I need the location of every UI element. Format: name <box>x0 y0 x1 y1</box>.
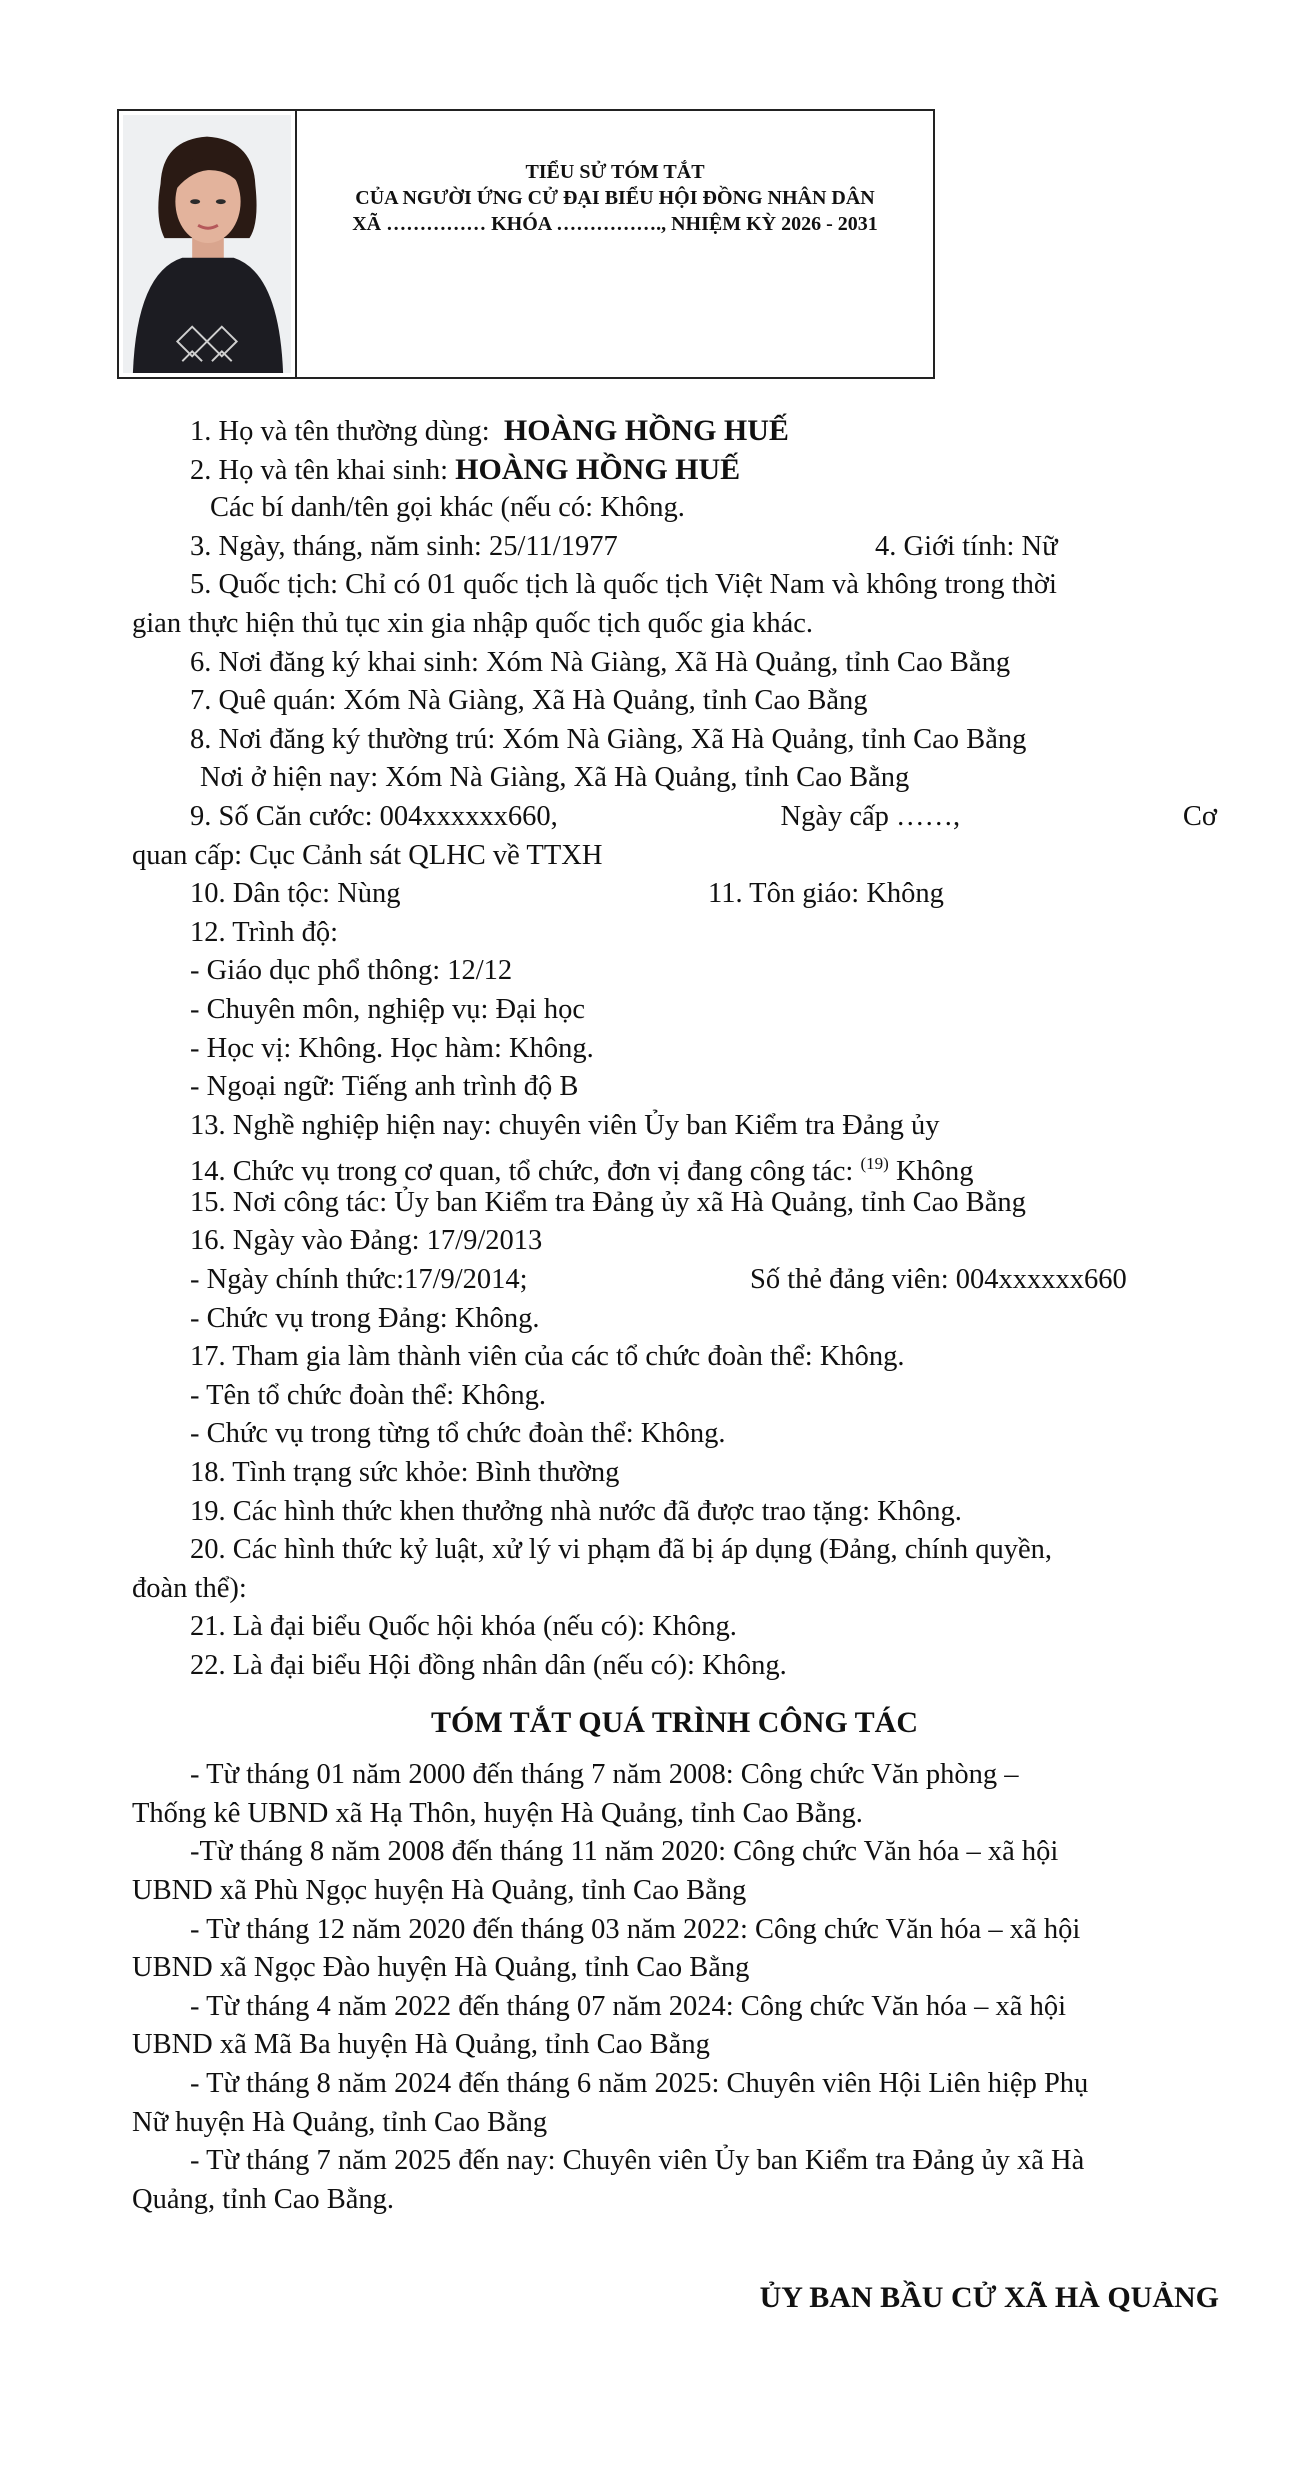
item-14 <box>132 1145 1217 1188</box>
birth-date: 3. Ngày, tháng, năm sinh: 25/11/1977 <box>190 530 618 562</box>
work-entry-3-line-1: - Từ tháng 12 năm 2020 đến tháng 03 năm 2022: Công chức Văn hóa – xã hội <box>190 1913 1081 1945</box>
party-position: - Chức vụ trong Đảng: Không. <box>190 1302 540 1334</box>
item-20-line-2: đoàn thể): <box>132 1572 247 1604</box>
item-1-label: 1. Họ và tên thường dùng: <box>190 416 490 447</box>
portrait-photo <box>123 115 291 373</box>
item-10-11 <box>132 875 1217 914</box>
work-history-title: TÓM TẮT QUÁ TRÌNH CÔNG TÁC <box>430 1705 919 1739</box>
gender: 4. Giới tính: Nữ <box>875 530 1058 562</box>
work-entry-4-line-2: UBND xã Mã Ba huyện Hà Quảng, tỉnh Cao Bằng <box>132 2029 710 2061</box>
item-7: 7. Quê quán: Xóm Nà Giàng, Xã Hà Quảng, tỉnh Cao Bằng <box>190 685 868 717</box>
item-12: 12. Trình độ: <box>190 916 339 948</box>
item-8: 8. Nơi đăng ký thường trú: Xóm Nà Giàng, Xã Hà Quảng, tỉnh Cao Bằng <box>190 723 1027 755</box>
item-17: 17. Tham gia làm thành viên của các tổ chức đoàn thể: Không. <box>190 1341 905 1373</box>
item-18: 18. Tình trạng sức khỏe: Bình thường <box>190 1457 620 1489</box>
religion: 11. Tôn giáo: Không <box>708 878 944 910</box>
title-line-3: XÃ …………… KHÓA ……………., NHIỆM KỲ 2026 - 2031 <box>352 213 878 235</box>
item-5-line-2: gian thực hiện thủ tục xin gia nhập quốc tịch quốc gia khác. <box>132 607 814 639</box>
issuer-label: Cơ <box>1182 800 1217 832</box>
education-general: - Giáo dục phổ thông: 12/12 <box>190 955 513 987</box>
item-14-value: Không <box>888 1156 974 1188</box>
item-20-line-1: 20. Các hình thức kỷ luật, xử lý vi phạm đã bị áp dụng (Đảng, chính quyền, <box>190 1534 1052 1566</box>
item-5-line-1: 5. Quốc tịch: Chỉ có 01 quốc tịch là quốc tịch Việt Nam và không trong thời <box>190 569 1057 601</box>
item-14-label: 14. Chức vụ trong cơ quan, tổ chức, đơn vị đang công tác: <box>190 1156 861 1188</box>
title-line-2: CỦA NGƯỜI ỨNG CỬ ĐẠI BIỂU HỘI ĐỒNG NHÂN DÂN <box>355 187 875 209</box>
official-date: - Ngày chính thức:17/9/2014; <box>190 1264 528 1296</box>
portrait-cell <box>119 111 297 377</box>
work-entry-1-line-1: - Từ tháng 01 năm 2000 đến tháng 7 năm 2008: Công chức Văn phòng – <box>190 1759 1019 1791</box>
work-entry-3-line-2: UBND xã Ngọc Đào huyện Hà Quảng, tỉnh Cao Bằng <box>132 1952 750 1984</box>
item-22: 22. Là đại biểu Hội đồng nhân dân (nếu có): Không. <box>190 1650 787 1681</box>
work-entry-5-line-2: Nữ huyện Hà Quảng, tỉnh Cao Bằng <box>132 2106 548 2138</box>
organization-position: - Chức vụ trong từng tổ chức đoàn thể: Không. <box>190 1418 726 1450</box>
item-19: 19. Các hình thức khen thưởng nhà nước đã được trao tặng: Không. <box>190 1495 962 1527</box>
academic-degree: - Học vị: Không. Học hàm: Không. <box>190 1032 594 1064</box>
id-number: 9. Số Căn cước: 004xxxxxx660, <box>190 800 558 832</box>
birth-name: HOÀNG HỒNG HUẾ <box>455 452 741 486</box>
ethnicity: 10. Dân tộc: Nùng <box>190 878 401 910</box>
item-3-4 <box>132 528 1217 567</box>
header-box <box>117 109 935 379</box>
item-2 <box>132 451 1217 490</box>
biography-body <box>132 412 1217 2219</box>
document-title <box>297 111 933 377</box>
aliases: Các bí danh/tên gọi khác (nếu có: Không. <box>210 492 685 524</box>
organization-name: - Tên tổ chức đoàn thể: Không. <box>190 1379 547 1411</box>
item-9-line-2: quan cấp: Cục Cảnh sát QLHC về TTXH <box>132 839 603 871</box>
signature-block: ỦY BAN BẦU CỬ XÃ HÀ QUẢNG <box>759 2281 1219 2314</box>
item-16: 16. Ngày vào Đảng: 17/9/2013 <box>190 1225 543 1257</box>
item-2-label: 2. Họ và tên khai sinh: <box>190 454 449 486</box>
item-13: 13. Nghề nghiệp hiện nay: chuyên viên Ủy ban Kiểm tra Đảng ủy <box>190 1109 940 1141</box>
work-entry-1-line-2: Thống kê UBND xã Hạ Thôn, huyện Hà Quảng, tỉnh Cao Bằng. <box>132 1797 863 1829</box>
work-entry-4-line-1: - Từ tháng 4 năm 2022 đến tháng 07 năm 2024: Công chức Văn hóa – xã hội <box>190 1990 1066 2022</box>
education-professional: - Chuyên môn, nghiệp vụ: Đại học <box>190 993 585 1025</box>
party-card-number: Số thẻ đảng viên: 004xxxxxx660 <box>750 1264 1127 1296</box>
work-entry-2-line-2: UBND xã Phù Ngọc huyện Hà Quảng, tỉnh Cao Bằng <box>132 1874 747 1906</box>
foreign-language: - Ngoại ngữ: Tiếng anh trình độ B <box>190 1071 579 1103</box>
current-residence: Nơi ở hiện nay: Xóm Nà Giàng, Xã Hà Quảng, tỉnh Cao Bằng <box>200 762 910 794</box>
work-entry-6-line-2: Quảng, tỉnh Cao Bằng. <box>132 2183 395 2215</box>
item-6: 6. Nơi đăng ký khai sinh: Xóm Nà Giàng, Xã Hà Quảng, tỉnh Cao Bằng <box>190 646 1011 678</box>
issue-date: Ngày cấp ……, <box>780 800 961 832</box>
item-1 <box>132 412 1217 451</box>
common-name: HOÀNG HỒNG HUẾ <box>503 414 789 447</box>
title-line-1: TIỂU SỬ TÓM TẮT <box>525 161 705 183</box>
item-15: 15. Nơi công tác: Ủy ban Kiểm tra Đảng ủy xã Hà Quảng, tỉnh Cao Bằng <box>190 1186 1026 1218</box>
work-entry-6-line-1: - Từ tháng 7 năm 2025 đến nay: Chuyên viên Ủy ban Kiểm tra Đảng ủy xã Hà <box>190 2145 1085 2177</box>
item-16-official <box>132 1261 1217 1300</box>
item-21: 21. Là đại biểu Quốc hội khóa (nếu có): Không. <box>190 1611 737 1643</box>
work-entry-5-line-1: - Từ tháng 8 năm 2024 đến tháng 6 năm 2025: Chuyên viên Hội Liên hiệp Phụ <box>190 2067 1089 2099</box>
item-9-line-1 <box>132 798 1217 837</box>
footnote-marker: (19) <box>860 1154 889 1174</box>
work-entry-2-line-1: -Từ tháng 8 năm 2008 đến tháng 11 năm 2020: Công chức Văn hóa – xã hội <box>190 1836 1059 1868</box>
